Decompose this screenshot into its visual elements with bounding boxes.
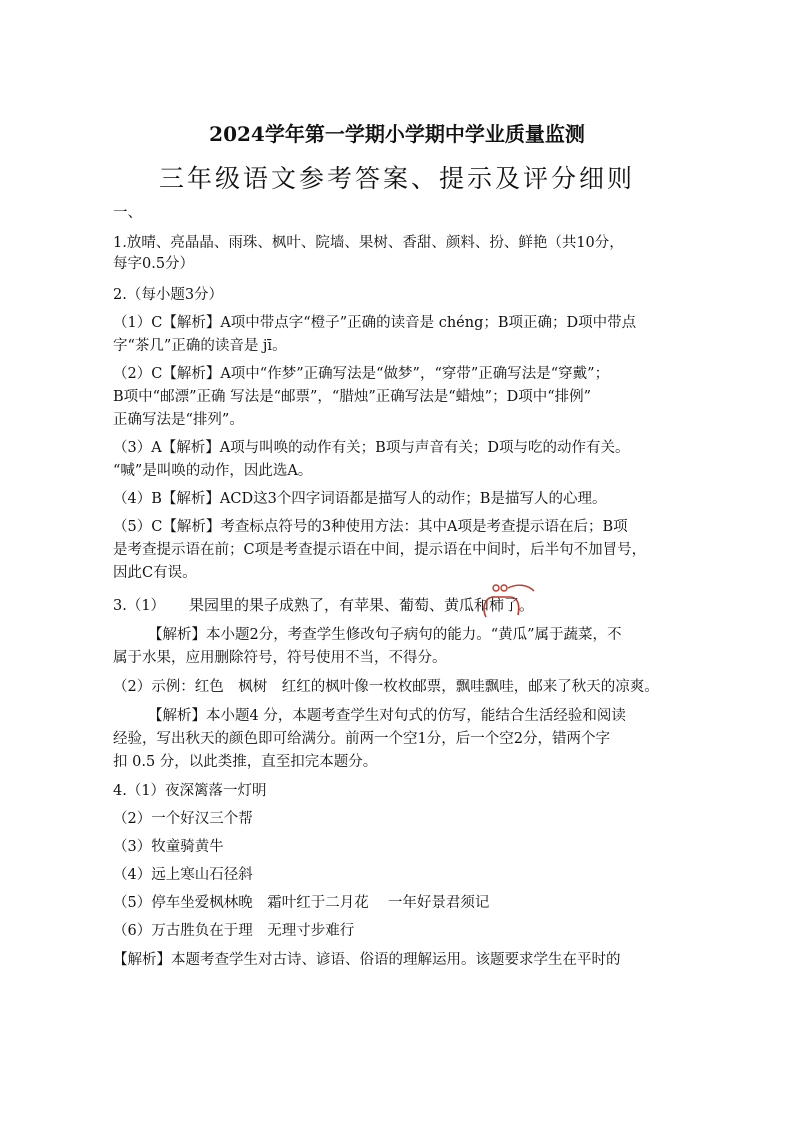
q2-item1-line-1: （1）C【解析】A项中带点字“橙子”正确的读音是 chéng；B项正确；D项中带点 — [113, 315, 637, 331]
q2-item4-line-1: （4）B【解析】ACD这3个四字词语都是描写人的动作；B是描写人的心理。 — [113, 491, 607, 507]
deletion-mark — [478, 583, 548, 623]
q2-item2-line-2: B项中“邮漂”正确 写法是“邮票”，“腊烛”正确写法是“蜡烛”；D项中“排例” — [113, 389, 592, 405]
q1-line-1: 1.放晴、亮晶晶、雨珠、枫叶、院墙、果树、香甜、颜料、扮、鲜艳（共10分， — [113, 235, 624, 251]
q4-item: （4）远上寒山石径斜 — [113, 867, 253, 883]
exam-title: 2024学年第一学期小学期中学业质量监测 — [209, 122, 585, 146]
q2-item1-line-2: 字“茶几”正确的读音是 jī。 — [113, 338, 287, 354]
q3-analysis1-line-2: 属于水果，应用删除符号，符号使用不当，不得分。 — [113, 650, 447, 666]
q3-analysis2-line-3: 扣 0.5 分，以此类推，直至扣完本题分。 — [113, 754, 378, 770]
q3-analysis2-line-1: 【解析】本小题4 分，本题考查学生对句式的仿写，能结合生活经验和阅读 — [148, 708, 626, 724]
q2-item3-line-2: “喊”是叫唤的动作，因此选A。 — [113, 463, 313, 479]
q4-item: 4.（1）夜深篱落一灯明 — [113, 783, 267, 799]
section-one-label: 一、 — [113, 205, 142, 221]
q2-item3-line-1: （3）A【解析】A项与叫唤的动作有关；B项与声音有关；D项与吃的动作有关。 — [113, 440, 630, 456]
q4-analysis: 【解析】本题考查学生对古诗、谚语、俗语的理解运用。该题要求学生在平时的 — [113, 952, 621, 968]
q3-analysis2-line-2: 经验，写出秋天的颜色即可给满分。前两一个空1分，后一个空2分，错两个字 — [113, 731, 610, 747]
q3-corrected-sentence: 果园里的果子成熟了，有苹果、葡萄、黄瓜和柿了。 — [189, 596, 535, 614]
q1-line-2: 每字0.5分） — [113, 256, 195, 272]
q2-item2-line-1: （2）C【解析】A项中“作梦”正确写法是“做梦”，“穿带”正确写法是“穿戴”； — [113, 366, 610, 382]
q3-number: 3.（1） — [113, 598, 166, 614]
q4-item: （2）一个好汉三个帮 — [113, 811, 253, 827]
q4-item: （6）万古胜负在于理 无理寸步难行 — [113, 923, 355, 939]
q2-item5-line-2: 是考查提示语在前；C项是考查提示语在中间，提示语在中间时，后半句不加冒号， — [113, 542, 647, 558]
answer-key-subtitle: 三年级语文参考答案、提示及评分细则 — [158, 164, 635, 193]
q4-item: （3）牧童骑黄牛 — [113, 839, 224, 855]
q2-item5-line-1: （5）C【解析】考查标点符号的3种使用方法：其中A项是考查提示语在后；B项 — [113, 519, 628, 535]
q3-example: （2）示例：红色 枫树 红红的枫叶像一枚枚邮票，飘哇飘哇，邮来了秋天的凉爽。 — [113, 679, 659, 695]
q3-analysis1-line-1: 【解析】本小题2分，考查学生修改句子病句的能力。“黄瓜”属于蔬菜，不 — [148, 627, 622, 643]
q2-item2-line-3: 正确写法是“排列”。 — [113, 412, 244, 428]
q2-item5-line-3: 因此C有误。 — [113, 565, 197, 581]
q2-header: 2.（每小题3分） — [113, 287, 224, 303]
q4-item: （5）停车坐爱枫林晚 霜叶红于二月花 一年好景君须记 — [113, 895, 490, 911]
